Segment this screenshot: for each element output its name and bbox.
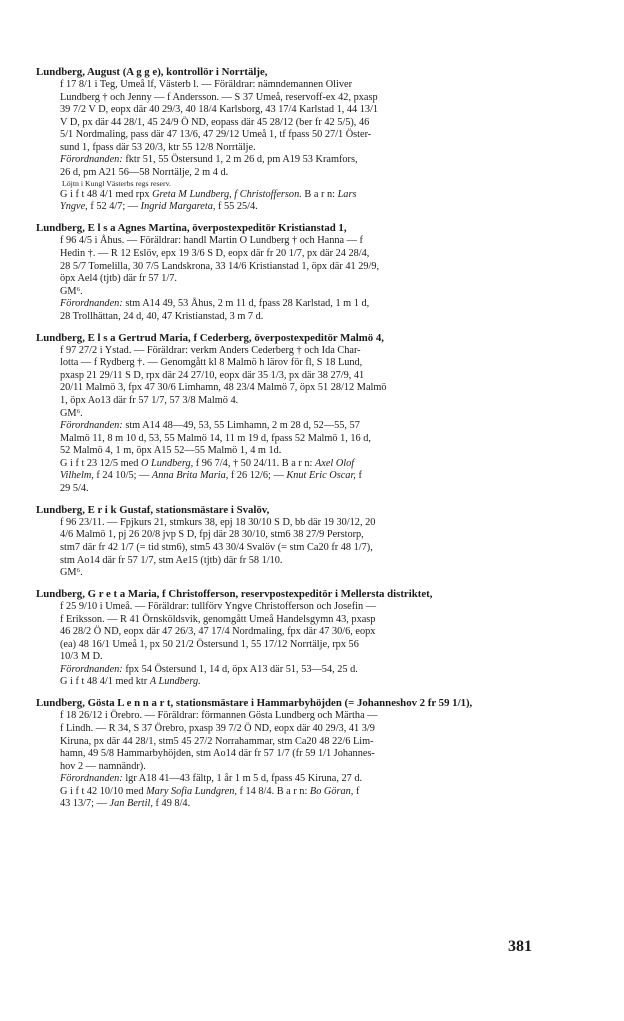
body-line: pxasp 21 29/11 S D, rpx där 24 27/10, eopx där 35 1/3, px där 38 27/9, 41 <box>60 369 365 381</box>
child-name: Knut Eric Oscar, <box>286 470 356 482</box>
entry-heading: Lundberg, Gösta L e n n a r t, stationsmästare i Hammarbyhöjden (= Johanneshov 2 fr 59 1/1), <box>36 697 473 710</box>
forordnanden-line: Förordnanden: stm A14 49, 53 Åhus, 2 m 11 d, fpass 28 Karlstad, 1 m 1 d, <box>60 298 370 310</box>
child-name: Axel Olof <box>314 457 355 469</box>
body-line: hov 2 — namnändr). <box>60 760 146 772</box>
entry-body <box>36 601 558 689</box>
body-line: (ea) 48 16/1 Umeå 1, px 50 21/2 Östersund 1, 55 17/12 Norrtälje, rpx 56 <box>60 638 359 650</box>
body-line: 10/3 M D. <box>60 651 103 663</box>
body-line: Hedin †. — R 12 Eslöv, epx 19 3/6 S D, eopx där fr 20 1/7, px där 24 28/4, <box>60 248 370 260</box>
spouse-name: A Lundberg. <box>149 676 201 688</box>
body-line: Lundberg † och Jenny — f Andersson. — S 37 Umeå, reservoff-ex 42, pxasp <box>60 91 378 103</box>
body-line: f 97 27/2 i Ystad. — Föräldrar: verkm Anders Cederberg † och Ida Char- <box>60 344 361 356</box>
gift-line: G i f t 23 12/5 med O Lundberg, f 96 7/4, † 50 24/11. B a r n: Axel Olof <box>60 457 355 469</box>
gift-line: G i f t 48 4/1 med ktr A Lundberg. <box>60 676 201 688</box>
body-line: GM⁶. <box>60 407 83 419</box>
gift-line: Yngve, f 52 4/7; — Ingrid Margareta, f 55 25/4. <box>60 201 258 213</box>
body-line: 1, öpx Ao13 där fr 57 1/7, 57 3/8 Malmö 4. <box>60 394 239 406</box>
body-line: hamn, 49 5/8 Hammarbyhöjden, stm Ao14 där fr 57 1/7 (fr 59 1/1 Johannes- <box>60 748 375 760</box>
body-line: 28 5/7 Tomelilla, 30 7/5 Landskrona, 33 14/6 Kristianstad 1, öpx där 41 29/9, <box>60 260 380 272</box>
body-line: stm7 där fr 42 1/7 (= tid stm6), stm5 43 30/4 Svalöv (= stm Ca20 fr 48 1/7), <box>60 541 373 553</box>
body-line: 46 28/2 Ö ND, eopx där 47 26/3, 47 17/4 Nordmaling, fpx där 47 30/6, eopx <box>60 626 376 638</box>
entry-heading: Lundberg, August (A g g e), kontrollör i Norrtälje, <box>36 66 268 78</box>
body-line: f 96 23/11. — Fpjkurs 21, stmkurs 38, epj 18 30/10 S D, bb där 19 30/12, 20 <box>60 516 376 528</box>
child-name: Jan Bertil, <box>109 798 153 810</box>
body-line: 20/11 Malmö 3, fpx 47 30/6 Limhamn, 48 23/4 Malmö 7, öpx 51 28/12 Malmö <box>60 382 387 394</box>
forordnanden-line: 28 Trollhättan, 24 d, 40, 47 Kristianstad, 3 m 7 d. <box>60 310 264 322</box>
child-name: Bo Göran, <box>309 785 354 797</box>
forordnanden-line: Förordnanden: stm A14 48—49, 53, 55 Limhamn, 2 m 28 d, 52—55, 57 <box>60 420 360 432</box>
child-name: Yngve, <box>60 201 88 213</box>
body-line: f 25 9/10 i Umeå. — Föräldrar: tullförv Yngve Christofferson och Josefin — <box>60 601 377 613</box>
entry-heading: Lundberg, E l s a Gertrud Maria, f Cederberg, överpostexpeditör Malmö 4, <box>36 331 384 344</box>
gift-line: 43 13/7; — Jan Bertil, f 49 8/4. <box>60 798 191 810</box>
spouse-name: Greta M Lundberg, f Christofferson. <box>152 188 302 200</box>
body-line: f Lindh. — R 34, S 37 Örebro, pxasp 39 7/2 Ö ND, eopx där 40 29/3, 41 3/9 <box>60 722 375 734</box>
child-name: Ingrid Margareta, <box>140 201 216 213</box>
register-entry <box>36 332 558 496</box>
body-line: Kiruna, px där 44 28/1, stm5 45 27/2 Norrahammar, stm Ca20 48 22/6 Lim- <box>60 735 374 747</box>
body-line: lotta — f Rydberg †. — Genomgått kl 8 Malmö h lärov för fl, S 18 Lund, <box>60 357 363 369</box>
forordnanden-label: Förordnanden: <box>60 298 123 310</box>
register-entry <box>36 588 558 689</box>
forordnanden-line: Malmö 11, 8 m 10 d, 53, 55 Malmö 14, 11 m 19 d, fpass 52 Malmö 1, 16 d, <box>60 432 371 444</box>
forordnanden-line: Förordnanden: lgr A18 41—43 fältp, 1 år 1 m 5 d, fpass 45 Kiruna, 27 d. <box>60 773 363 785</box>
register-entry <box>36 66 558 214</box>
gift-line: Vilhelm, f 24 10/5; — Anna Brita Maria, f 26 12/6; — Knut Eric Oscar, f <box>60 470 362 482</box>
body-line: GM⁶. <box>60 285 83 297</box>
body-line: sund 1, fpass där 53 20/3, ktr 55 12/8 Norrtälje. <box>60 141 256 153</box>
child-name: Vilhelm, <box>60 470 94 482</box>
register-entry <box>36 697 558 810</box>
body-line: f 17 8/1 i Teg, Umeå lf, Västerb l. — Föräldrar: nämndemannen Oliver <box>60 79 352 90</box>
body-line: GM⁶. <box>60 567 83 579</box>
entry-body <box>36 79 558 214</box>
spouse-name: Mary Sofia Lundgren, <box>146 785 237 797</box>
body-line: öpx Ael4 (tjtb) där fr 57 1/7. <box>60 273 177 285</box>
body-line: stm Ao14 där fr 57 1/7, stm Ae15 (tjtb) där fr 58 1/10. <box>60 554 283 566</box>
entry-heading: Lundberg, G r e t a Maria, f Christofferson, reservpostexpeditör i Mellersta distriktet, <box>36 588 433 601</box>
entry-heading: Lundberg, E r i k Gustaf, stationsmästare i Svalöv, <box>36 503 270 516</box>
gift-line: G i f t 48 4/1 med rpx Greta M Lundberg, f Christofferson. B a r n: Lars <box>60 188 357 200</box>
gift-line: 29 5/4. <box>60 482 89 494</box>
register-column <box>36 66 558 819</box>
body-line: 4/6 Malmö 1, pj 26 20/8 jvp S D, fpj där 28 30/10, stm6 38 27/9 Perstorp, <box>60 529 364 541</box>
reserve-note: Löjtn i Kungl Västerbs regs reserv. <box>62 179 171 189</box>
entry-body <box>36 235 558 323</box>
body-line: f 96 4/5 i Åhus. — Föräldrar: handl Martin O Lundberg † och Hanna — f <box>60 235 363 247</box>
forordnanden-label: Förordnanden: <box>60 154 123 166</box>
forordnanden-label: Förordnanden: <box>60 420 123 432</box>
forordnanden-line: Förordnanden: fktr 51, 55 Östersund 1, 2 m 26 d, pm A19 53 Kramfors, <box>60 154 358 166</box>
gift-line: G i f t 42 10/10 med Mary Sofia Lundgren, f 14 8/4. B a r n: Bo Göran, f <box>60 785 360 797</box>
forordnanden-line: 52 Malmö 4, 1 m, öpx A15 52—55 Malmö 1, 4 m 1d. <box>60 445 282 457</box>
child-name: Anna Brita Maria, <box>151 470 229 482</box>
register-entry <box>36 222 558 323</box>
forordnanden-line: 26 d, pm A21 56—58 Norrtälje, 2 m 4 d. <box>60 166 229 178</box>
body-line: 5/1 Nordmaling, pass där 47 13/6, 47 29/12 Umeå 1, tf fpass 50 27/1 Öster- <box>60 129 372 141</box>
entry-body <box>36 517 558 580</box>
body-line: 39 7/2 V D, eopx där 40 29/3, 40 18/4 Karlsborg, 43 17/4 Karlstad 1, 44 13/1 <box>60 104 379 116</box>
child-name: Lars <box>337 188 357 200</box>
forordnanden-line: Förordnanden: fpx 54 Östersund 1, 14 d, öpx A13 där 51, 53—54, 25 d. <box>60 663 358 675</box>
body-line: f Eriksson. — R 41 Örnsköldsvik, genomgått Umeå Handelsgymn 43, pxasp <box>60 613 376 625</box>
forordnanden-label: Förordnanden: <box>60 773 123 785</box>
body-line: f 18 26/12 i Örebro. — Föräldrar: förmannen Gösta Lundberg och Märtha — <box>60 710 378 722</box>
page-number: 381 <box>508 938 532 955</box>
spouse-name: O Lundberg, <box>140 457 194 469</box>
forordnanden-label: Förordnanden: <box>60 663 123 675</box>
entry-body <box>36 345 558 496</box>
entry-heading: Lundberg, E l s a Agnes Martina, överpostexpeditör Kristianstad 1, <box>36 222 347 235</box>
entry-body <box>36 710 558 810</box>
register-entry <box>36 504 558 580</box>
body-line: V D, px där 44 28/1, 45 24/9 Ö ND, eopass där 45 28/12 (ber fr 42 5/5), 46 <box>60 116 370 128</box>
